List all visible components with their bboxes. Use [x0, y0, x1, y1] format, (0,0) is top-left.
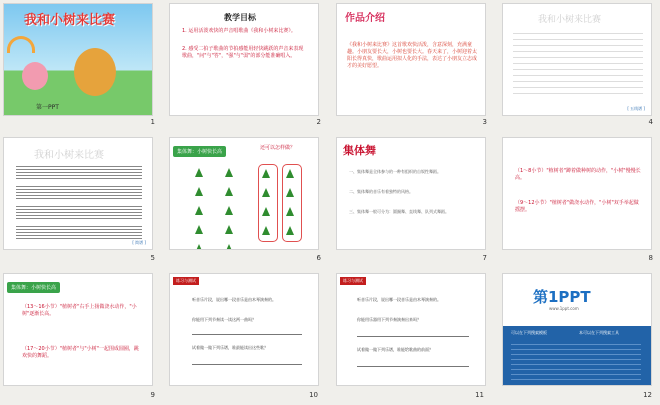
slide-2-thumbnail[interactable] — [169, 3, 319, 116]
slide-2-line-2: 2. 感受二拍子歌曲的节拍感能用轻快跳跃的声音来表现歌曲，"问"与"答"，"强"与"弱"的部分能准确唱入。 — [182, 46, 304, 59]
tree-icon — [225, 225, 233, 234]
slide-9-line-1: （13～16小节）"植树者"右手上扬做浇水动作，"小树"逐渐长高。 — [22, 304, 137, 317]
numbered-notation-block — [513, 28, 643, 98]
slide-10-line-3: 试着做一做下列乐谱，谁最能读出这些歌？ — [192, 345, 268, 350]
tree-group-3 — [258, 164, 278, 242]
slide-12-logo: 第1PPT — [533, 288, 591, 306]
slide-7-line-1: 一、集体舞是全体参与的一种有组织的自娱性舞蹈。 — [349, 169, 441, 174]
tree-icon — [195, 244, 203, 250]
rainbow-icon — [7, 36, 35, 53]
rhythm-row — [192, 358, 302, 365]
slide-11-line-1: 听音乐片段，说出哪一段音乐是由木琴演奏的。 — [357, 297, 441, 302]
slide-2-line-1: 1. 运用活泼欢快的声音唱歌曲《我和小树来比赛》。 — [182, 28, 296, 34]
slide-number: 3 — [482, 118, 487, 126]
slide-11-line-2: 你能用乐器用下列节奏演奏出来吗？ — [357, 317, 421, 322]
slide-12-sub: www.1ppt.com — [549, 306, 579, 311]
slide-number: 4 — [648, 118, 653, 126]
slide-5-button[interactable]: [ 简谱 ] — [132, 240, 146, 245]
tree-icon — [195, 206, 203, 215]
slide-1-caption: 第一PPT — [36, 104, 59, 111]
tree-group-1 — [192, 164, 210, 250]
slide-9-thumbnail[interactable] — [3, 273, 153, 386]
rhythm-row — [357, 360, 469, 367]
tree-icon — [225, 187, 233, 196]
tree-icon — [195, 168, 203, 177]
slide-6-question: 还可以怎样做？ — [260, 145, 296, 151]
cartoon-bear-icon — [74, 48, 116, 96]
slide-10-line-2: 你能用下列节奏读一读这两一曲吗？ — [192, 317, 256, 322]
tree-icon — [262, 226, 270, 235]
tree-icon — [262, 188, 270, 197]
tree-icon — [286, 188, 294, 197]
slide-number: 1 — [150, 118, 155, 126]
slide-3-thumbnail[interactable] — [336, 3, 486, 116]
tree-icon — [286, 226, 294, 235]
slide-1-title: 我和小树来比赛 — [24, 13, 116, 28]
slide-number: 5 — [150, 254, 155, 262]
slide-11-thumbnail[interactable] — [336, 273, 486, 386]
music-staff — [16, 166, 142, 181]
tree-icon — [286, 207, 294, 216]
slide-7-thumbnail[interactable] — [336, 137, 486, 250]
tree-group-2 — [222, 164, 240, 250]
slide-4-title: 我和小树来比赛 — [538, 15, 602, 25]
slide-10-thumbnail[interactable] — [169, 273, 319, 386]
slide-number: 7 — [482, 254, 487, 262]
tree-icon — [262, 207, 270, 216]
slide-12-link-1[interactable]: 可以在下列搜索模板 — [511, 330, 547, 335]
slide-number: 9 — [150, 391, 155, 399]
slide-6-thumbnail[interactable] — [169, 137, 319, 250]
slide-5-thumbnail[interactable] — [3, 137, 153, 250]
tree-icon — [225, 168, 233, 177]
tree-icon — [262, 169, 270, 178]
link-list — [511, 340, 641, 382]
tree-group-4 — [282, 164, 302, 242]
tree-icon — [225, 244, 233, 250]
slide-10-line-1: 听音乐片段，说出哪一段音乐是由木琴演奏的。 — [192, 297, 276, 302]
tree-icon — [195, 187, 203, 196]
slide-7-heading: 集体舞 — [343, 144, 376, 157]
slide-3-heading: 作品介绍 — [345, 13, 385, 24]
slide-11-tag: 练习与测试 — [340, 277, 366, 285]
slide-2-heading: 教学目标 — [224, 13, 256, 22]
slide-8-thumbnail[interactable] — [502, 137, 652, 250]
slide-10-tag: 练习与测试 — [173, 277, 199, 285]
tree-icon — [195, 225, 203, 234]
rhythm-row — [192, 328, 302, 335]
rhythm-row — [357, 330, 469, 337]
slide-5-title: 我和小树来比赛 — [34, 150, 104, 161]
slide-9-tag: 集体舞：小树快长高 — [7, 282, 60, 293]
music-staff — [16, 186, 142, 201]
slide-number: 11 — [475, 391, 484, 399]
slide-1-thumbnail[interactable] — [3, 3, 153, 116]
slide-number: 8 — [648, 254, 653, 262]
slide-9-line-2: （17～20小节）"植树者"与"小树"一起围成圆圈，跳欢快的舞蹈。 — [22, 346, 139, 359]
slide-number: 10 — [309, 391, 318, 399]
tree-icon — [286, 169, 294, 178]
music-staff — [16, 206, 142, 221]
slide-3-body: 《我和小树来比赛》这首歌欢快活泼，含意深刻，充满童趣。小朋友要长大，小树也要长大。春天来了，小树迎着太阳长得真快，歌曲运用拟人化的手法，表达了小朋友立志成才的美好愿望。 — [347, 42, 478, 69]
slide-number: 12 — [643, 391, 652, 399]
slide-7-line-2: 二、集体舞的音乐有着独特的风格。 — [349, 189, 413, 194]
slide-12-link-2[interactable]: 本可以在下列搜索工具 — [579, 330, 619, 335]
slide-4-thumbnail[interactable] — [502, 3, 652, 116]
music-staff — [16, 226, 142, 241]
slide-number: 6 — [316, 254, 321, 262]
slide-6-tag: 集体舞：小树快长高 — [173, 146, 226, 157]
slide-7-line-3: 三、集体舞一般可分为：圆圈舞、直线舞、队列式舞蹈。 — [349, 209, 449, 214]
slide-11-line-3: 试着做一做下列乐谱，谁能给歌曲的前面？ — [357, 347, 433, 352]
slide-8-line-2: （9～12小节）"植树者"做浇水动作，"小树"双手举起做摇摆。 — [515, 200, 639, 213]
slide-4-button[interactable]: [ 五线谱 ] — [627, 106, 645, 111]
tree-icon — [225, 206, 233, 215]
slide-12-thumbnail[interactable] — [502, 273, 652, 386]
slide-number: 2 — [316, 118, 321, 126]
slide-8-line-1: （1～8小节）"植树者"蹲着做种树的动作，"小树"慢慢长高。 — [515, 168, 641, 181]
cartoon-pig-icon — [22, 62, 48, 90]
slide-12-footer — [503, 326, 651, 385]
